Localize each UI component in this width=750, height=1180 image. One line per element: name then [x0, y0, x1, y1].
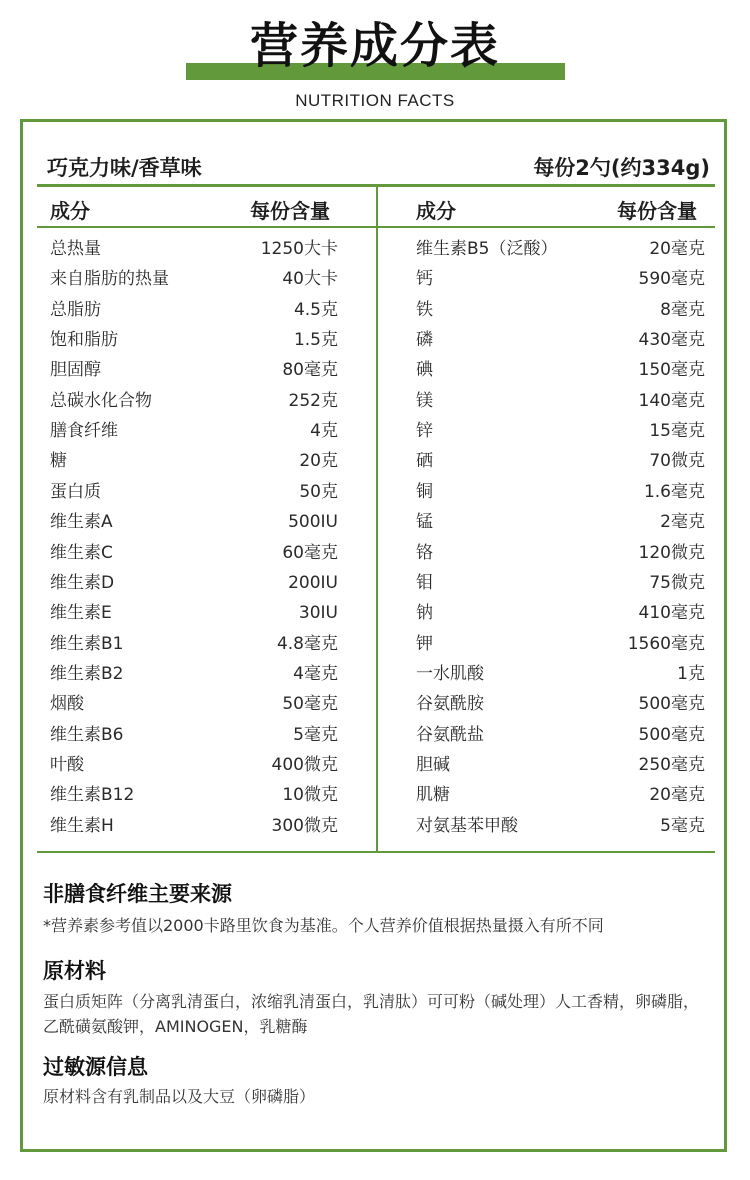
allergen-section-title: 过敏源信息 [43, 1055, 148, 1079]
nutrient-name: 铜 [416, 481, 433, 502]
nutrient-name: 镁 [416, 390, 433, 411]
allergen-section-text: 原材料含有乳制品以及大豆（卵磷脂） [43, 1087, 316, 1106]
nutrient-amount: 2毫克 [660, 512, 705, 533]
ingredients-section-text: 蛋白质矩阵（分离乳清蛋白，浓缩乳清蛋白，乳清肽）可可粉（碱处理）人工香精，卵磷脂，乙酰磺氨酸钾，AMINOGEN，乳糖酶 [43, 992, 700, 1036]
left-col-name-header: 成分 [50, 199, 90, 223]
left-nutrient-row [50, 264, 338, 294]
right-nutrient-row [416, 568, 705, 598]
nutrient-name: 维生素B1 [50, 633, 124, 654]
nutrient-name: 维生素H [50, 815, 114, 836]
page-subtitle: NUTRITION FACTS [295, 91, 455, 110]
right-nutrient-row [416, 689, 705, 719]
nutrient-amount: 4毫克 [293, 663, 338, 684]
nutrient-amount: 500毫克 [638, 694, 705, 715]
page-title: 营养成分表 [249, 18, 500, 74]
nutrient-amount: 70微克 [649, 451, 705, 472]
nutrient-name: 钠 [416, 603, 433, 624]
right-col-name-header: 成分 [416, 199, 456, 223]
right-nutrient-row [416, 416, 705, 446]
nutrient-amount: 80毫克 [282, 360, 338, 381]
nutrient-amount: 252克 [288, 390, 338, 411]
left-nutrient-row [50, 386, 338, 416]
right-nutrient-row [416, 750, 705, 780]
nutrient-name: 钙 [416, 269, 433, 290]
right-nutrient-row [416, 446, 705, 476]
serving-size: 每份2勺(约334g) [533, 156, 710, 180]
nutrient-name: 膳食纤维 [50, 421, 118, 442]
nutrient-name: 糖 [50, 451, 67, 472]
nutrient-amount: 50克 [299, 481, 338, 502]
nutrient-amount: 5毫克 [660, 815, 705, 836]
nutrient-amount: 8毫克 [660, 299, 705, 320]
left-nutrient-row [50, 568, 338, 598]
right-nutrient-row [416, 629, 705, 659]
column-divider [376, 186, 378, 852]
nutrient-name: 维生素C [50, 542, 113, 563]
right-nutrient-row [416, 811, 705, 841]
nutrient-amount: 4.8毫克 [276, 633, 338, 654]
left-nutrient-row [50, 355, 338, 385]
nutrient-name: 磷 [416, 330, 433, 351]
table-bottom-divider [37, 851, 715, 853]
nutrient-amount: 75微克 [649, 572, 705, 593]
nutrient-name: 总碳水化合物 [50, 390, 152, 411]
nutrient-amount: 1.5克 [293, 330, 338, 351]
right-nutrient-row [416, 507, 705, 537]
nutrient-amount: 410毫克 [638, 603, 705, 624]
nutrient-amount: 200IU [288, 572, 338, 593]
nutrient-amount: 4.5克 [293, 299, 338, 320]
right-nutrient-row [416, 659, 705, 689]
nutrient-amount: 430毫克 [638, 330, 705, 351]
right-nutrient-row [416, 234, 705, 264]
nutrient-name: 锰 [416, 512, 433, 533]
nutrient-amount: 60毫克 [282, 542, 338, 563]
right-nutrient-row [416, 720, 705, 750]
right-nutrient-row [416, 598, 705, 628]
left-nutrient-row [50, 295, 338, 325]
nutrient-name: 铁 [416, 299, 433, 320]
nutrient-amount: 120微克 [638, 542, 705, 563]
ingredients-section-title: 原材料 [43, 959, 106, 983]
right-nutrient-row [416, 355, 705, 385]
nutrient-amount: 500毫克 [638, 724, 705, 745]
nutrient-amount: 5毫克 [293, 724, 338, 745]
nutrient-name: 维生素B6 [50, 724, 124, 745]
left-nutrient-row [50, 325, 338, 355]
right-nutrient-row [416, 538, 705, 568]
nutrient-name: 胆固醇 [50, 360, 101, 381]
right-nutrient-row [416, 295, 705, 325]
nutrient-amount: 150毫克 [638, 360, 705, 381]
nutrient-name: 维生素B2 [50, 663, 124, 684]
left-nutrient-row [50, 234, 338, 264]
nutrient-name: 叶酸 [50, 754, 84, 775]
nutrient-amount: 300微克 [271, 815, 338, 836]
nutrient-amount: 30IU [298, 603, 338, 624]
nutrient-amount: 1560毫克 [627, 633, 705, 654]
left-nutrient-row [50, 477, 338, 507]
nutrient-amount: 15毫克 [649, 421, 705, 442]
left-nutrient-row [50, 811, 338, 841]
nutrient-amount: 4克 [310, 421, 338, 442]
nutrient-amount: 1.6毫克 [643, 481, 705, 502]
nutrient-amount: 10微克 [282, 785, 338, 806]
nutrient-name: 烟酸 [50, 694, 84, 715]
left-nutrient-row [50, 446, 338, 476]
nutrient-name: 维生素B12 [50, 785, 135, 806]
left-nutrient-row [50, 689, 338, 719]
right-nutrient-row [416, 780, 705, 810]
nutrient-name: 来自脂肪的热量 [50, 269, 169, 290]
nutrient-name: 谷氨酰胺 [416, 694, 484, 715]
nutrient-amount: 590毫克 [638, 269, 705, 290]
nutrient-name: 锌 [416, 421, 433, 442]
fiber-section-title: 非膳食纤维主要来源 [43, 882, 232, 906]
right-nutrient-row [416, 386, 705, 416]
right-col-amount-header: 每份含量 [617, 199, 697, 223]
nutrient-name: 蛋白质 [50, 481, 101, 502]
nutrient-amount: 20毫克 [649, 785, 705, 806]
nutrient-amount: 20毫克 [649, 239, 705, 259]
left-nutrient-row [50, 659, 338, 689]
flavor-label: 巧克力味/香草味 [47, 156, 202, 180]
nutrient-name: 总热量 [50, 239, 101, 259]
left-nutrient-row [50, 507, 338, 537]
left-nutrient-row [50, 750, 338, 780]
nutrient-amount: 400微克 [271, 754, 338, 775]
nutrient-name: 维生素E [50, 603, 112, 624]
nutrient-amount: 140毫克 [638, 390, 705, 411]
left-col-amount-header: 每份含量 [250, 199, 330, 223]
left-nutrient-row [50, 416, 338, 446]
fiber-section-text: *营养素参考值以2000卡路里饮食为基准。个人营养价值根据热量摄入有所不同 [43, 916, 604, 935]
nutrient-name: 维生素D [50, 572, 115, 593]
right-nutrient-row [416, 264, 705, 294]
nutrient-name: 谷氨酰盐 [416, 724, 484, 745]
nutrient-amount: 20克 [299, 451, 338, 472]
nutrient-name: 钾 [416, 633, 433, 654]
left-nutrient-row [50, 598, 338, 628]
right-nutrient-row [416, 477, 705, 507]
nutrient-name: 饱和脂肪 [50, 330, 118, 351]
nutrient-amount: 250毫克 [638, 754, 705, 775]
nutrient-amount: 1克 [677, 663, 705, 684]
column-header-divider [37, 226, 715, 228]
nutrient-name: 一水肌酸 [416, 663, 484, 684]
nutrient-name: 对氨基苯甲酸 [416, 815, 518, 836]
nutrient-amount: 40大卡 [282, 269, 338, 290]
nutrient-name: 胆碱 [416, 754, 450, 775]
nutrient-name: 碘 [416, 360, 433, 381]
nutrient-name: 总脂肪 [50, 299, 101, 320]
nutrient-amount: 50毫克 [282, 694, 338, 715]
nutrient-name: 肌糖 [416, 785, 450, 806]
nutrient-amount: 1250大卡 [260, 239, 338, 259]
nutrient-name: 维生素B5（泛酸） [416, 239, 558, 259]
nutrient-name: 铬 [416, 542, 433, 563]
left-nutrient-row [50, 780, 338, 810]
right-nutrient-row [416, 325, 705, 355]
left-nutrient-row [50, 720, 338, 750]
left-nutrient-row [50, 629, 338, 659]
nutrient-name: 硒 [416, 451, 433, 472]
nutrient-name: 维生素A [50, 512, 113, 533]
nutrient-name: 钼 [416, 572, 433, 593]
nutrient-amount: 500IU [288, 512, 338, 533]
left-nutrient-row [50, 538, 338, 568]
